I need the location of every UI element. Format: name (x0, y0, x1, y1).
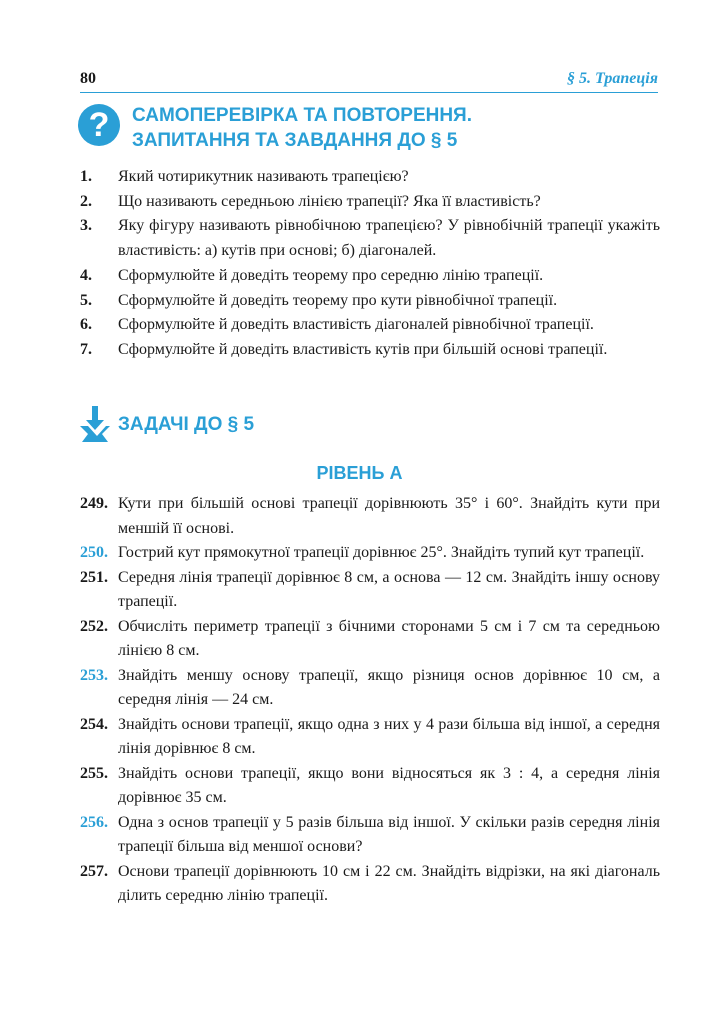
list-item (80, 713, 660, 762)
question-text: Сформулюйте й доведіть теорему про кути рівнобічної трапеції. (118, 291, 558, 309)
problem-text: Середня лінія трапеції дорівнює 8 см, а основа — 12 см. Знайдіть іншу основу трапеції. (118, 568, 660, 610)
problem-number: 251. (80, 568, 108, 586)
question-number: 2. (80, 192, 92, 210)
problem-text: Основи трапеції дорівнюють 10 см і 22 см. Знайдіть відрізки, на які діагональ ділить середню лінію трапеції. (118, 862, 660, 904)
question-number: 3. (80, 217, 92, 235)
problem-number: 252. (80, 617, 108, 635)
list-item (80, 541, 660, 566)
problem-text: Знайдіть основи трапеції, якщо вони відносяться як 3 : 4, а середня лінія дорівнює 35 см. (118, 764, 660, 806)
question-number: 5. (80, 291, 92, 309)
question-mark-icon: ? (78, 104, 120, 146)
problem-text: Обчисліть периметр трапеції з бічними сторонами 5 см і 7 см та середньою лінією 8 см. (118, 617, 660, 659)
list-item (80, 664, 660, 713)
question-text: Сформулюйте й доведіть теорему про середню лінію трапеції. (118, 266, 544, 284)
question-number: 1. (80, 168, 92, 185)
question-number: 7. (80, 340, 92, 358)
self-check-title-line2: ЗАПИТАННЯ ТА ЗАВДАННЯ ДО § 5 (132, 130, 458, 151)
list-item (80, 492, 660, 541)
list-item (80, 264, 660, 289)
list-item (80, 165, 660, 190)
problems-list (80, 492, 660, 909)
problem-text: Знайдіть основи трапеції, якщо одна з них у 4 рази більша від іншої, а середня лінія дорівнює 8 см. (118, 715, 660, 757)
list-item (80, 289, 660, 314)
tasks-icon (78, 404, 112, 444)
question-text: Сформулюйте й доведіть властивість діагоналей рівнобічної трапеції. (118, 316, 594, 334)
page-number: 80 (80, 70, 96, 87)
level-heading: РІВЕНЬ А (316, 463, 403, 483)
problem-text: Знайдіть меншу основу трапеції, якщо різниця основ дорівнює 10 см, а середня лінія — 24 см. (118, 666, 660, 708)
problem-text: Гострий кут прямокутної трапеції дорівнює 25°. Знайдіть тупий кут трапеції. (118, 544, 645, 561)
problem-text: Кути при більшій основі трапеції дорівнюють 35° і 60°. Знайдіть кути при меншій її основі. (118, 495, 660, 537)
list-item (80, 615, 660, 664)
problem-text: Одна з основ трапеції у 5 разів більша від іншої. У скільки разів середня лінія трапеції більша від меншої основи? (118, 813, 660, 855)
problem-number: 257. (80, 862, 108, 880)
self-check-heading (132, 103, 472, 153)
tasks-heading: ЗАДАЧІ ДО § 5 (118, 414, 255, 435)
questions-list (80, 165, 660, 363)
section-title: § 5. Трапеція (567, 70, 658, 87)
self-check-title-line1: САМОПЕРЕВІРКА ТА ПОВТОРЕННЯ. (132, 105, 472, 126)
list-item (80, 762, 660, 811)
question-text: Що називають середньою лінією трапеції? Яка її властивість? (118, 192, 541, 210)
question-text: Яку фігуру називають рівнобічною трапецією? У рівнобічній трапеції укажіть властивість: а) кутів при основі; б) діагоналей. (118, 217, 660, 260)
problem-number: 249. (80, 495, 108, 512)
page-header (80, 70, 658, 93)
question-text: Який чотирикутник називають трапецією? (118, 168, 409, 185)
list-item (80, 313, 660, 338)
question-number: 6. (80, 316, 92, 334)
problem-number: 255. (80, 764, 108, 782)
problem-number: 253. (80, 666, 108, 684)
problem-number: 254. (80, 715, 108, 733)
list-item (80, 190, 660, 215)
problem-number: 256. (80, 813, 108, 831)
problem-number: 250. (80, 544, 108, 561)
question-number: 4. (80, 266, 92, 284)
list-item (80, 860, 660, 909)
list-item (80, 214, 660, 263)
list-item (80, 566, 660, 615)
question-text: Сформулюйте й доведіть властивість кутів при більшій основі трапеції. (118, 340, 608, 358)
list-item (80, 338, 660, 363)
list-item (80, 811, 660, 860)
